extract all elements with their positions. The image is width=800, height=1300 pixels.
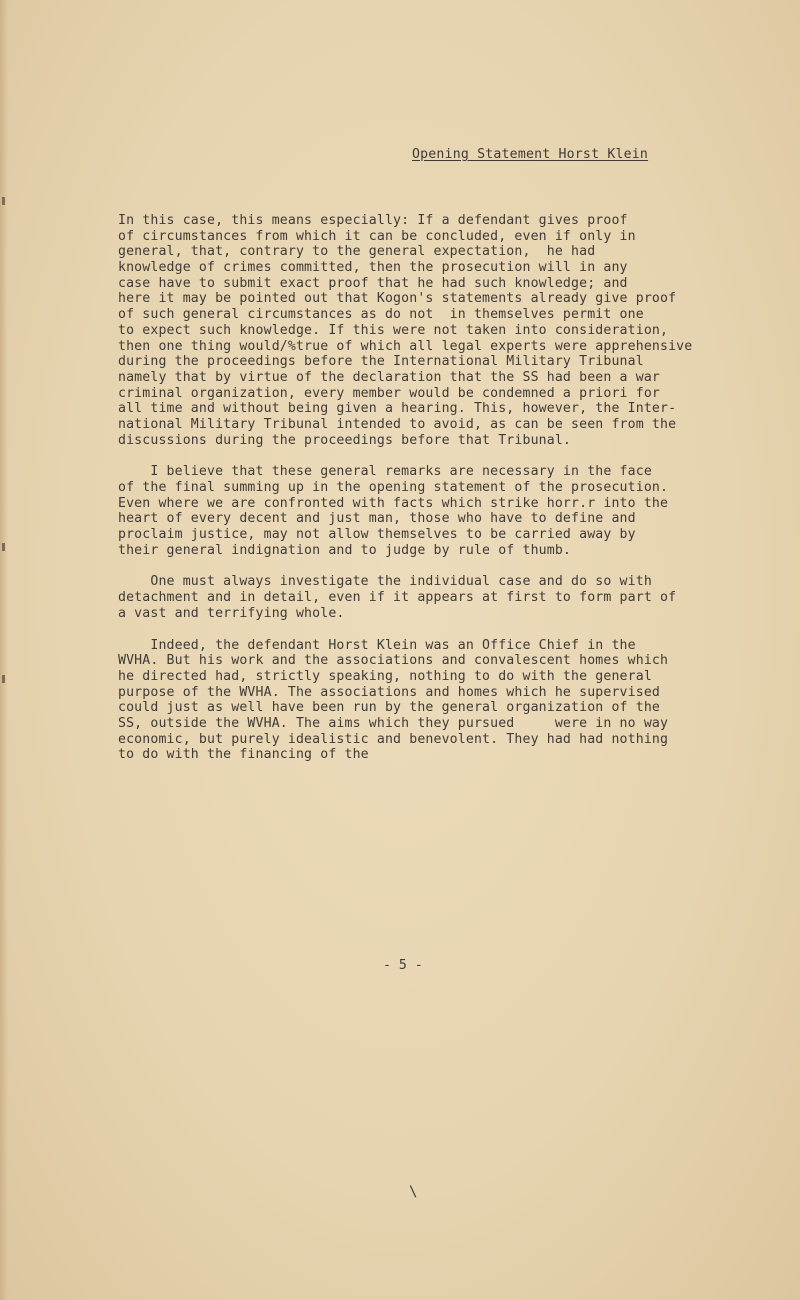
text-line: then one thing would/%true of which all legal experts were apprehensive xyxy=(118,338,693,354)
text-line: Indeed, the defendant Horst Klein was an Office Chief in the xyxy=(118,637,636,653)
document-body xyxy=(118,213,738,763)
text-line: discussions during the proceedings before that Tribunal. xyxy=(118,432,572,448)
text-line: of such general circumstances as do not in themselves permit one xyxy=(118,307,644,323)
text-line: SS, outside the WVHA. The aims which they pursued were in no way xyxy=(118,715,669,731)
text-line: general, that, contrary to the general expectation, he had xyxy=(118,244,596,260)
text-line: during the proceedings before the International Military Tribunal xyxy=(118,354,644,370)
text-line: WVHA. But his work and the associations and convalescent homes which xyxy=(118,653,669,669)
binding-hole-mark xyxy=(2,197,5,205)
text-line: One must always investigate the individual case and do so with xyxy=(118,574,652,590)
paragraph-gap xyxy=(118,558,738,574)
text-line: criminal organization, every member would be condemned a priori for xyxy=(118,385,660,401)
text-line: case have to submit exact proof that he had such knowledge; and xyxy=(118,275,628,291)
page-edge-shadow xyxy=(0,0,8,1300)
paragraph-gap xyxy=(118,448,738,464)
text-line: purpose of the WVHA. The associations and homes which he supervised xyxy=(118,684,660,700)
text-line: I believe that these general remarks are necessary in the face xyxy=(118,464,652,480)
text-line: proclaim justice, may not allow themselves to be carried away by xyxy=(118,527,636,543)
text-line: to expect such knowledge. If this were not taken into consideration, xyxy=(118,322,669,338)
text-line: all time and without being given a hearing. This, however, the Inter- xyxy=(118,401,677,417)
text-line: heart of every decent and just man, those who have to define and xyxy=(118,511,636,527)
text-line: a vast and terrifying whole. xyxy=(118,605,345,621)
text-line: Even where we are confronted with facts which strike horr.r into the xyxy=(118,495,669,511)
text-line: namely that by virtue of the declaration that the SS had been a war xyxy=(118,369,660,385)
text-line: their general indignation and to judge by rule of thumb. xyxy=(118,542,572,558)
text-line: of the final summing up in the opening statement of the prosecution. xyxy=(118,480,669,495)
paragraph xyxy=(118,574,738,621)
page-number: - 5 - xyxy=(383,958,423,973)
document-header: Opening Statement Horst Klein xyxy=(412,147,649,162)
paragraph xyxy=(118,638,738,764)
text-line: of circumstances from which it can be concluded, even if only in xyxy=(118,228,636,244)
binding-hole-mark xyxy=(2,543,5,551)
paragraph xyxy=(118,213,738,448)
text-line: he directed had, strictly speaking, nothing to do with the general xyxy=(118,668,652,684)
paragraph xyxy=(118,464,738,558)
binding-hole-mark xyxy=(2,675,5,683)
text-line: In this case, this means especially: If a defendant gives proof xyxy=(118,213,628,228)
paragraph-gap xyxy=(118,622,738,638)
text-line: to do with the financing of the xyxy=(118,747,369,763)
text-line: detachment and in detail, even if it appears at first to form part of xyxy=(118,590,677,606)
text-line: here it may be pointed out that Kogon's statements already give proof xyxy=(118,291,677,307)
text-line: could just as well have been run by the general organization of the xyxy=(118,700,660,716)
text-line: national Military Tribunal intended to avoid, as can be seen from the xyxy=(118,416,677,432)
text-line: knowledge of crimes committed, then the prosecution will in any xyxy=(118,260,628,276)
text-line: economic, but purely idealistic and benevolent. They had had nothing xyxy=(118,731,669,747)
pen-mark: \ xyxy=(409,1184,418,1200)
